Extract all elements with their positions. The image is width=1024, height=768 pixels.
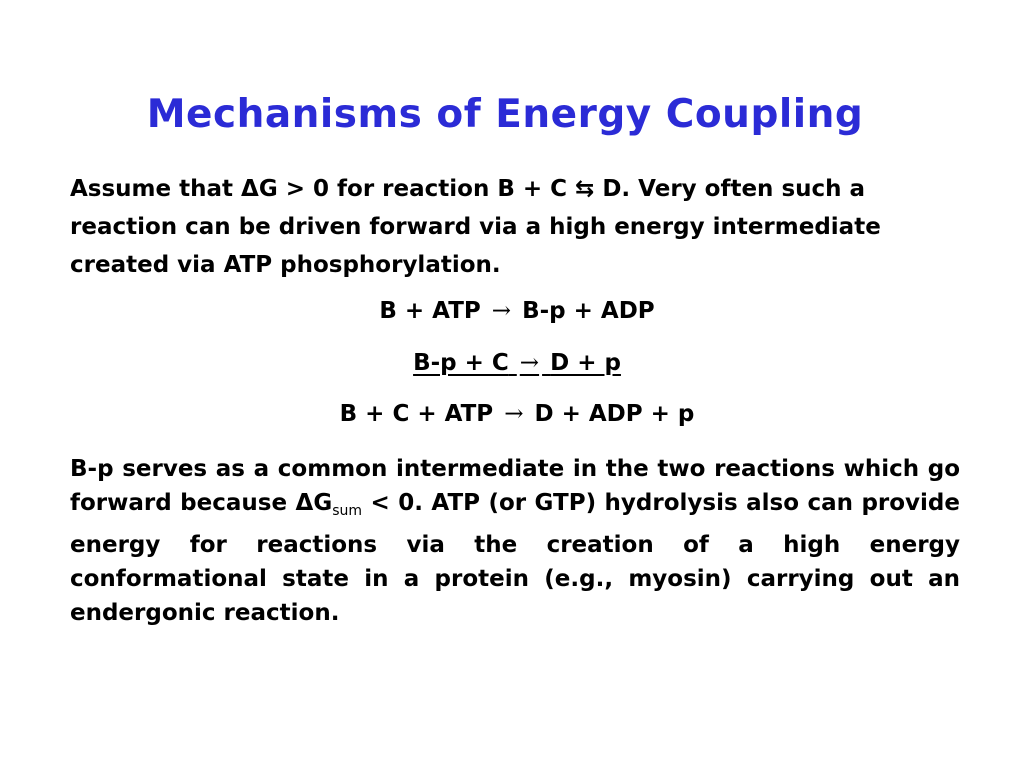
delta-symbol: Δ (295, 490, 314, 516)
intro-text-1: Assume that (70, 176, 242, 202)
equation-2-right: D + p (550, 350, 621, 376)
equation-2-left: B-p + C (413, 350, 509, 376)
outro-paragraph (70, 452, 960, 630)
sum-subscript: sum (332, 503, 363, 519)
equation-2-content (413, 350, 621, 376)
equation-3-right: D + ADP + p (534, 401, 695, 427)
intro-text-3: D. Very often such a reaction can be driven forward via a high energy intermediate created via ATP phosphorylation. (70, 176, 881, 278)
equation-2 (0, 350, 1024, 376)
delta-symbol: Δ (241, 176, 259, 202)
intro-text-2: G > 0 for reaction B + C (258, 176, 576, 202)
outro-text-1: B-p serves as a common intermediate in the two reactions which go forward because (70, 456, 960, 516)
reaction-arrow-icon: → (504, 401, 524, 427)
equilibrium-arrow-icon: ⇆ (575, 176, 595, 202)
outro-text-2: < 0. ATP (or GTP) hydrolysis also can provide energy for reactions via the creation of a high energy conformational state in a protein (e.g., myosin) carrying out an endergonic reaction. (70, 490, 960, 626)
equation-1-right: B-p + ADP (522, 298, 655, 324)
slide-title: Mechanisms of Energy Coupling (146, 92, 864, 137)
equation-3-left: B + C + ATP (339, 401, 502, 427)
equation-3 (0, 401, 1024, 427)
outro-g: G (313, 490, 333, 516)
reaction-arrow-icon: → (491, 298, 512, 324)
intro-paragraph (70, 170, 950, 284)
equation-1 (0, 298, 1024, 324)
reaction-arrow-icon: → (519, 350, 540, 376)
equation-1-left: B + ATP (379, 298, 481, 324)
